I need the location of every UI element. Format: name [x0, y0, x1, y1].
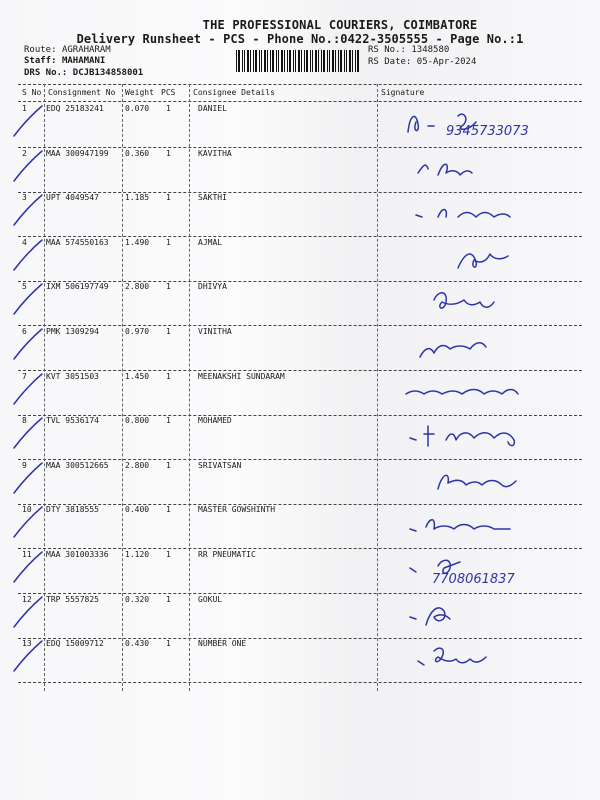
signature-stroke — [416, 210, 510, 218]
rs-no-value: 1348580 — [411, 45, 450, 55]
cell-consignment: UPT 4049547 — [46, 193, 99, 203]
table-row — [18, 550, 582, 594]
cell-sno: 13 — [22, 639, 32, 649]
cell-consignment: TRP 5557825 — [46, 594, 99, 604]
barcode-bar — [315, 50, 317, 72]
cell-consignee: KAVITHA — [198, 148, 232, 158]
barcode-bar — [278, 50, 279, 72]
barcode-bar — [338, 50, 339, 72]
cell-consignment: PMK 1309294 — [46, 327, 99, 336]
barcode-bar — [332, 50, 334, 72]
cell-pcs: 1 — [166, 416, 171, 426]
cell-pcs: 1 — [166, 371, 171, 381]
table-row — [18, 595, 582, 639]
cell-consignment: EDQ 15009712 — [46, 639, 104, 649]
tick-stroke — [14, 460, 42, 493]
barcode-bar — [276, 50, 277, 72]
cell-sno: 9 — [22, 460, 27, 470]
signature-stroke — [434, 293, 494, 308]
rs-no-line: RS No.: 1348580 — [368, 45, 450, 55]
barcode-bar — [329, 50, 330, 72]
cell-consignee: NUMBER ONE — [198, 639, 247, 649]
cell-consignee: AJMAL — [198, 237, 223, 247]
row-rule — [18, 682, 582, 683]
cell-weight: 1.185 — [125, 193, 150, 203]
cell-consignee: DHIVYA — [198, 282, 227, 292]
barcode-bar — [352, 50, 353, 72]
cell-sno: 2 — [22, 148, 27, 158]
cell-pcs: 1 — [166, 193, 171, 203]
cell-consignee: SRIVATSAN — [198, 460, 242, 470]
handwritten-signature-icon — [398, 238, 598, 278]
table-row — [18, 461, 582, 505]
barcode-bar — [340, 50, 342, 72]
table-row — [18, 193, 582, 237]
barcode-bar — [312, 50, 313, 72]
barcode-bar — [247, 50, 249, 72]
cell-sno: 5 — [22, 282, 27, 292]
tick-stroke — [14, 371, 42, 404]
drs-value: DCJB134858001 — [72, 68, 144, 78]
barcode-bar — [321, 50, 322, 72]
header-rule — [18, 101, 582, 102]
handwritten-signature-icon — [398, 461, 598, 501]
cell-sno: 7 — [22, 371, 27, 381]
cell-pcs: 1 — [166, 550, 171, 559]
cell-consignment: IXM 506197749 — [46, 282, 109, 292]
check-tick-icon — [12, 234, 52, 274]
cell-weight: 0.800 — [125, 416, 150, 426]
tick-stroke — [14, 329, 42, 359]
signature-stroke — [410, 607, 450, 624]
barcode-bar — [298, 50, 300, 72]
col-sno: S No — [22, 88, 42, 97]
check-tick-icon — [12, 635, 52, 675]
signature-stroke — [418, 164, 472, 175]
col-pcs: PCS — [161, 88, 176, 97]
table-row — [18, 282, 582, 326]
barcode-bar — [349, 50, 351, 72]
tick-stroke — [14, 418, 42, 448]
cell-consignee: RR PNEUMATIC — [198, 550, 256, 559]
barcode-bar — [255, 50, 257, 72]
check-tick-icon — [12, 189, 52, 229]
runsheet-subtitle: Delivery Runsheet - PCS - Phone No.:0422-3505555 - Page No.:1 — [76, 32, 524, 46]
barcode-bar — [236, 50, 237, 72]
signature-stroke — [410, 426, 514, 446]
col-signature: Signature — [381, 88, 425, 97]
barcode-bar — [335, 50, 336, 72]
handwritten-signature-icon — [398, 505, 598, 545]
cell-pcs: 1 — [166, 460, 171, 470]
cell-consignee: GOKUL — [198, 594, 223, 604]
check-tick-icon — [12, 501, 52, 541]
table-row — [18, 238, 582, 282]
col-weight: Weight — [125, 88, 154, 97]
cell-pcs: 1 — [166, 639, 171, 649]
check-tick-icon — [12, 546, 52, 586]
cell-consignment: MAA 300947199 — [46, 148, 109, 158]
barcode-bar — [259, 50, 260, 72]
signature-stroke — [420, 343, 486, 357]
cell-weight: 2.800 — [125, 460, 150, 470]
signature-stroke — [418, 648, 486, 665]
cell-consignee: DANIEL — [198, 104, 227, 113]
check-tick-icon — [12, 368, 52, 408]
col-consignee: Consignee Details — [193, 88, 275, 97]
tick-stroke — [14, 552, 42, 582]
tick-stroke — [14, 594, 42, 627]
cell-pcs: 1 — [166, 594, 171, 604]
cell-consignment: DTY 3818555 — [46, 505, 99, 515]
barcode-bar — [306, 50, 308, 72]
cell-weight: 0.070 — [125, 104, 150, 113]
check-tick-icon — [12, 457, 52, 497]
barcode-bar — [346, 50, 347, 72]
route-line: Route: AGRAHARAM — [24, 45, 111, 55]
barcode-bar — [301, 50, 302, 72]
barcode-bar — [344, 50, 345, 72]
barcode-bar — [267, 50, 268, 72]
barcode-bar — [244, 50, 245, 72]
cell-sno: 11 — [22, 550, 32, 559]
barcode-bar — [261, 50, 262, 72]
check-tick-icon — [12, 591, 52, 631]
handwritten-signature-icon — [398, 416, 598, 456]
handwritten-signature-icon — [398, 372, 598, 412]
cell-consignment: MAA 300512665 — [46, 460, 109, 470]
check-tick-icon — [12, 412, 52, 452]
cell-consignment: KVT 3051503 — [46, 371, 99, 381]
barcode-bar — [284, 50, 285, 72]
barcode-bar — [287, 50, 288, 72]
cell-weight: 1.490 — [125, 237, 150, 247]
handwritten-signature-icon — [398, 193, 598, 233]
cell-sno: 4 — [22, 237, 27, 247]
cell-consignee: MEENAKSHI SUNDARAM — [198, 371, 285, 381]
check-tick-icon — [12, 278, 52, 318]
barcode-bar — [242, 50, 243, 72]
cell-sno: 6 — [22, 327, 27, 336]
cell-weight: 0.360 — [125, 148, 150, 158]
cell-pcs: 1 — [166, 104, 171, 113]
barcode-bar — [270, 50, 271, 72]
table-row — [18, 416, 582, 460]
table-row — [18, 639, 582, 683]
cell-consignment: TVL 9536174 — [46, 416, 99, 426]
table-row — [18, 104, 582, 148]
tick-stroke — [14, 641, 42, 671]
drs-line: DRS No.: DCJB134858001 — [24, 68, 144, 78]
cell-weight: 0.430 — [125, 639, 150, 649]
cell-consignee: SAKTHI — [198, 193, 227, 203]
signature-stroke — [438, 475, 516, 489]
route-value: AGRAHARAM — [61, 45, 111, 55]
barcode-bar — [289, 50, 291, 72]
staff-value: MAHAMANI — [61, 56, 106, 66]
tick-stroke — [14, 195, 42, 225]
tick-stroke — [14, 106, 42, 136]
tick-stroke — [14, 507, 42, 537]
cell-consignee: MOHAMED — [198, 416, 232, 426]
tick-stroke — [14, 284, 42, 314]
barcode-bar — [357, 50, 359, 72]
cell-weight: 0.320 — [125, 594, 150, 604]
barcode-bar — [327, 50, 328, 72]
handwritten-phone: 9345733073 — [446, 124, 529, 139]
barcode-bar — [293, 50, 294, 72]
cell-consignment: MAA 301003336 — [46, 550, 109, 559]
cell-consignment: EDQ 25183241 — [46, 104, 104, 113]
cell-consignee: VINITHA — [198, 327, 232, 336]
barcode-bar — [264, 50, 266, 72]
cell-pcs: 1 — [166, 282, 171, 292]
barcode-bar — [253, 50, 254, 72]
check-tick-icon — [12, 145, 52, 185]
barcode-bar — [272, 50, 274, 72]
barcode-bar — [295, 50, 296, 72]
barcode-bar — [304, 50, 305, 72]
tick-stroke — [14, 237, 42, 270]
cell-weight: 0.970 — [125, 327, 150, 336]
cell-pcs: 1 — [166, 505, 171, 515]
handwritten-signature-icon — [398, 282, 598, 322]
col-consignment: Consignment No — [48, 88, 116, 97]
barcode-bar — [238, 50, 240, 72]
table-row — [18, 372, 582, 416]
table-row — [18, 149, 582, 193]
cell-consignee: MASTER GOWSHINTH — [198, 505, 276, 515]
handwritten-signature-icon — [398, 639, 598, 679]
check-tick-icon — [12, 100, 52, 140]
cell-pcs: 1 — [166, 327, 171, 336]
tick-stroke — [14, 148, 42, 181]
barcode-bar — [281, 50, 283, 72]
signature-stroke — [410, 520, 510, 531]
handwritten-signature-icon — [398, 149, 598, 189]
rs-date-value: 05-Apr-2024 — [416, 57, 477, 67]
cell-sno: 1 — [22, 104, 27, 113]
barcode-bar — [310, 50, 311, 72]
cell-sno: 8 — [22, 416, 27, 426]
handwritten-signature-icon — [398, 327, 598, 367]
company-title: THE PROFESSIONAL COURIERS, COIMBATORE — [202, 18, 478, 32]
cell-sno: 3 — [22, 193, 27, 203]
staff-line: Staff: MAHAMANI — [24, 56, 106, 66]
cell-consignment: MAA 574550163 — [46, 237, 109, 247]
cell-weight: 2.800 — [125, 282, 150, 292]
barcode-bar — [323, 50, 325, 72]
cell-pcs: 1 — [166, 148, 171, 158]
signature-stroke — [406, 389, 518, 394]
barcode-icon — [236, 50, 362, 72]
check-tick-icon — [12, 323, 52, 363]
barcode-bar — [318, 50, 319, 72]
cell-weight: 1.450 — [125, 371, 150, 381]
signature-stroke — [458, 254, 508, 268]
cell-weight: 0.400 — [125, 505, 150, 515]
cell-sno: 10 — [22, 505, 32, 515]
table-row — [18, 327, 582, 371]
table-top-rule — [18, 84, 582, 85]
table-row — [18, 505, 582, 549]
barcode-bar — [250, 50, 251, 72]
cell-sno: 12 — [22, 594, 32, 604]
barcode-bar — [355, 50, 356, 72]
cell-weight: 1.120 — [125, 550, 150, 559]
handwritten-phone: 7708061837 — [432, 572, 515, 587]
rs-date-line: RS Date: 05-Apr-2024 — [368, 57, 477, 67]
handwritten-signature-icon — [398, 595, 598, 635]
table-header — [0, 88, 600, 100]
cell-pcs: 1 — [166, 237, 171, 247]
